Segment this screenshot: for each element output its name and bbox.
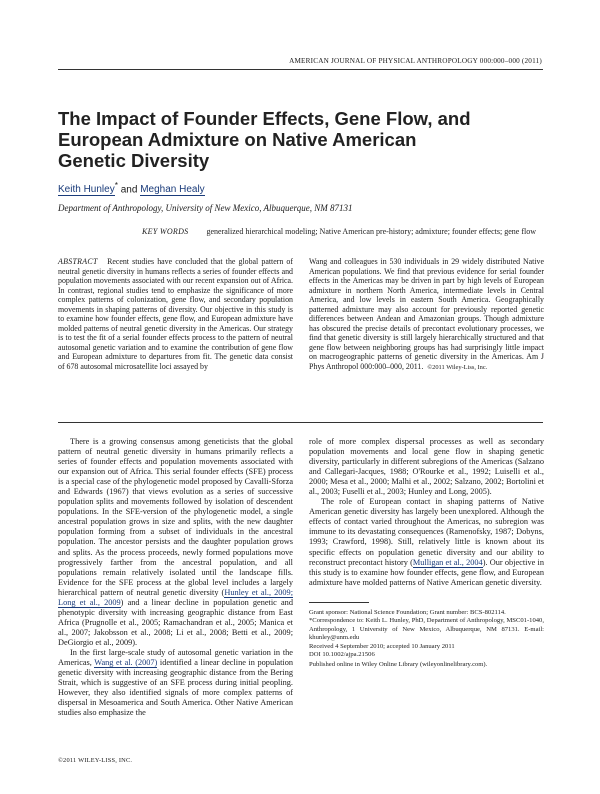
body-text bbox=[58, 437, 544, 718]
abstract-col-1 bbox=[58, 257, 293, 372]
body-col-1 bbox=[58, 437, 293, 718]
citation-link-mulligan[interactable]: Mulligan et al., 2004 bbox=[412, 557, 483, 567]
abstract-col-2 bbox=[309, 257, 544, 372]
journal-header: AMERICAN JOURNAL OF PHYSICAL ANTHROPOLOGY 000:000–000 (2011) bbox=[289, 57, 542, 65]
abstract-rule bbox=[58, 422, 543, 423]
author-link-hunley[interactable]: Keith Hunley bbox=[58, 184, 115, 196]
abstract bbox=[58, 257, 544, 372]
paragraph-3: role of more complex dispersal processes as well as secondary population movements and local gene flow in shaping genetic diversity, particularly in different subregions of the Americas (Salzano and Callegari-Jacques, 1988; O'Rourke et al., 1992; Luiselli et al., 2000; Mesa et al., 2000; Malhi et al., 2002; Salzano, 2002; Bortolini et al., 2003; Fuselli et al., 2003; Hunley and Long, 2005). bbox=[309, 437, 544, 497]
paragraph-1-text-b: ) and a linear decline in population genetic and phenotypic diversity with increasing geographic distance from East Africa (Prugnolle et al., 2005; Ramachandran et al., 2005; Manica et al., 2007; Jakobsson et al., 2008; Li et al., 2008; Betti et al., 2009; DeGiorgio et al., 2009). bbox=[58, 597, 293, 647]
footnote-rule bbox=[309, 602, 369, 603]
footnote-correspondence: *Correspondence to: Keith L. Hunley, PhD, Department of Anthropology, MSC01-1040, Anthropology, 1 University of New Mexico, Albuquerque, NM 87131. E-mail: khunley@unm.edu bbox=[309, 617, 544, 642]
footnote-doi: DOI 10.1002/ajpa.21506 bbox=[309, 651, 375, 659]
paragraph-4 bbox=[309, 497, 544, 587]
keywords-label: KEY WORDS bbox=[142, 227, 189, 236]
footnote-grant: Grant sponsor: National Science Foundation; Grant number: BCS-802114. bbox=[309, 608, 506, 616]
paragraph-4-text-a: The role of European contact in shaping patterns of Native American genetic diversity has largely been unexplored. Although the effects of contact varied throughout the Americas, no subregion was immune to its devastating consequences (Ramenofsky, 1987; Dobyns, 1993; Crawford, 1998). Still, relatively little is known about its specific effects on population genetic diversity and our ability to reconstruct precontact history ( bbox=[309, 497, 544, 567]
body-col-2 bbox=[309, 437, 544, 718]
author-conjunction: and bbox=[117, 184, 141, 196]
footnote-received: Received 4 September 2010; accepted 10 January 2011 bbox=[309, 642, 455, 650]
header-rule bbox=[58, 69, 543, 70]
author-line bbox=[58, 180, 205, 195]
footnote-published: Published online in Wiley Online Library (wileyonlinelibrary.com). bbox=[309, 660, 488, 668]
footer-copyright: ©2011 WILEY-LISS, INC. bbox=[58, 757, 133, 764]
paragraph-2 bbox=[58, 648, 293, 718]
affiliation: Department of Anthropology, University of New Mexico, Albuquerque, NM 87131 bbox=[58, 203, 353, 213]
paragraph-2-text-a: In the first large-scale study of autosomal genetic variation in the Americas, bbox=[58, 647, 293, 668]
paragraph-4-text-b: ). Our objective in this study is to examine how founder effects, gene flow, and European admixture have molded patterns of Native American genetic diversity. bbox=[309, 557, 544, 587]
abstract-copyright: ©2011 Wiley-Liss, Inc. bbox=[427, 363, 488, 371]
keywords-text: generalized hierarchical modeling; Native American pre-history; admixture; founder effects; gene flow bbox=[206, 227, 536, 236]
abstract-label: ABSTRACT bbox=[58, 257, 98, 266]
paragraph-1 bbox=[58, 437, 293, 648]
citation-link-wang[interactable]: Wang et al. (2007) bbox=[94, 658, 158, 668]
article-title: The Impact of Founder Effects, Gene Flow, and European Admixture on Native American Genetic Diversity bbox=[58, 108, 471, 171]
abstract-text-2: Wang and colleagues in 530 individuals in 29 widely distributed Native American populations. We find that previous evidence for serial founder effects in the Americas may be driven in part by high levels of European admixture in northern North America, intermediate levels in Central America, and low levels in eastern South America. Geographically patterned admixture may also account for previously reported genetic differences between Andean and Amazonian groups. Though admixture has obscured the precise details of precontact evolutionary processes, we find that genetic diversity is still largely hierarchically structured and that gene flow between neighboring groups has had surprisingly little impact on macrogeographic patterns of genetic diversity in the Americas. Am J Phys Anthropol 000:000–000, 2011. bbox=[309, 257, 544, 371]
keywords bbox=[142, 227, 542, 237]
paragraph-1-text-a: There is a growing consensus among geneticists that the global pattern of neutral genetic diversity in humans primarily reflects a series of founder effects and population movements associated with our expansion out of Africa. This serial founder effects (SFE) process is a special case of the phylogenetic model proposed by Cavalli-Sforza and Edwards (1967) that views evolution as a series of successive population splits and movements followed by isolation of descendent populations. In the SFE-version of the phylogenetic model, a single ancestral population grows in size and splits, with the new daughter population forming from a subset of individuals in the ancestral population. The ancestor persists and the daughter population grows and splits. As the process proceeds, newly formed populations move progressively farther from the ancestral population, and all populations remain relatively isolated until the landscape fills. Evidence for the SFE process at the global level includes a largely hierarchical pattern of neutral genetic diversity ( bbox=[58, 437, 294, 597]
author-link-healy[interactable]: Meghan Healy bbox=[140, 184, 205, 196]
paragraph-2-text-b: identified a linear decline in population genetic diversity with increasing geographic distance from the Bering Strait, which is suggestive of an SFE process during initial peopling. However, they also identified signals of more complex patterns of dispersal in Mesoamerica and South America. Other Native American studies also emphasize the bbox=[58, 658, 293, 718]
abstract-text-1: Recent studies have concluded that the global pattern of neutral genetic diversity in humans reflects a series of founder effects and population movements associated with our recent expansion out of Africa. In contrast, regional studies tend to emphasize the significance of more complex patterns of colonization, gene flow, and secondary population movements in shaping patterns of diversity. Our objective in this study is to examine how founder effects, gene flow, and European admixture have molded patterns of neutral genetic diversity in the Americas. Our strategy is to test the fit of a serial founder effects process to the pattern of neutral autosomal genetic variation and to examine the contribution of gene flow and European admixture to departures from fit. The genetic data consist of 678 autosomal microsatellite loci assayed by bbox=[58, 257, 294, 371]
citation-link-hunley-long[interactable]: Hunley et al., 2009; Long et al., 2009 bbox=[58, 587, 293, 607]
corresponding-marker: * bbox=[114, 180, 118, 190]
